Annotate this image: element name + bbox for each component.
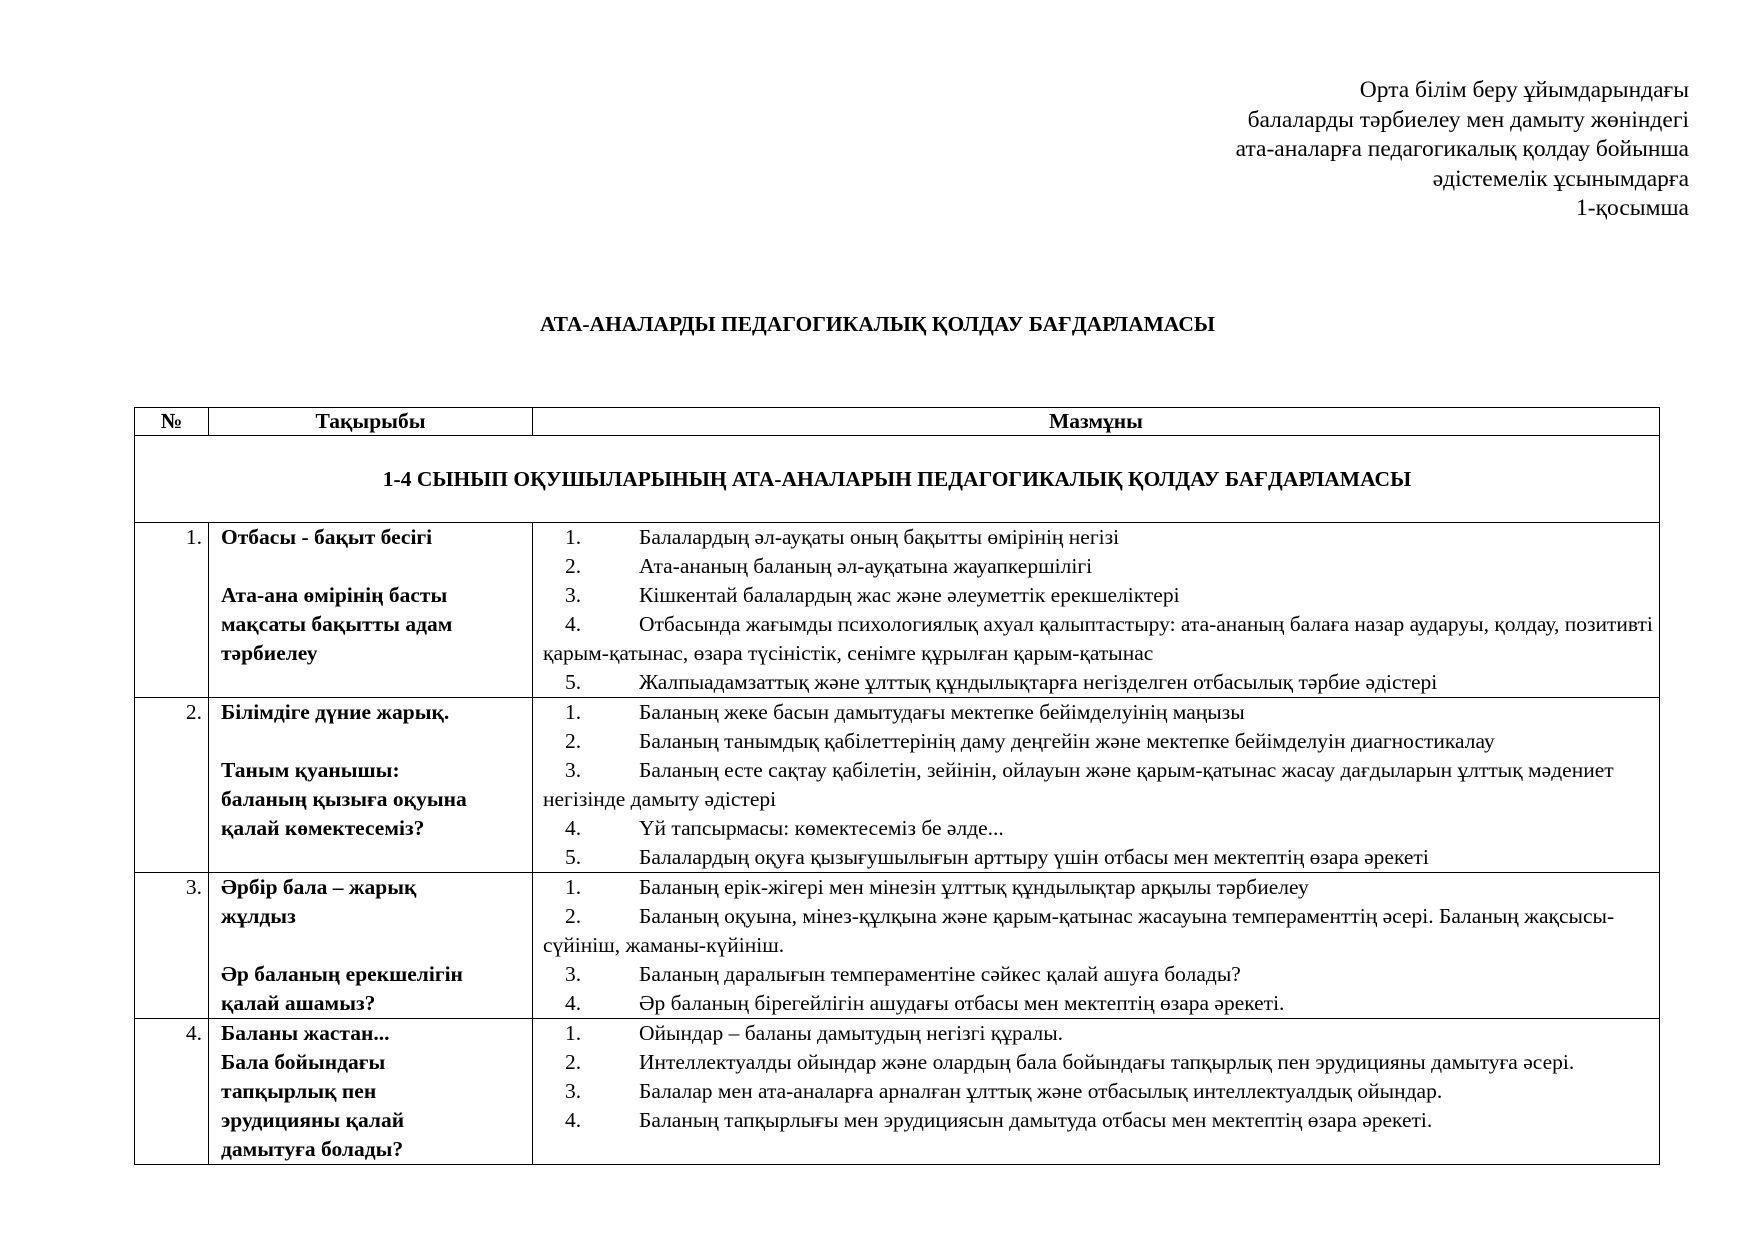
list-item: 1. Баланың жеке басын дамытудағы мектепке бейімделуінің маңызы — [565, 700, 1245, 724]
list-item: 1. Баланың ерік-жігері мен мінезін ұлттық құндылықтар арқылы тәрбиелеу — [565, 875, 1309, 899]
row-topic — [209, 1019, 533, 1165]
table-row — [135, 698, 1660, 873]
section-title: 1-4 СЫНЫП ОҚУШЫЛАРЫНЫҢ АТА-АНАЛАРЫН ПЕДАГОГИКАЛЫҚ ҚОЛДАУ БАҒДАРЛАМАСЫ — [135, 436, 1660, 523]
list-item: 2. Ата-ананың баланың әл-ауқатына жауапкершілігі — [565, 554, 1093, 578]
table-row — [135, 1019, 1660, 1165]
row-topic — [209, 873, 533, 1019]
list-item: 3. Кішкентай балалардың жас және әлеуметтік ерекшеліктері — [565, 583, 1180, 607]
list-item: 4. Әр баланың бірегейлігін ашудағы отбасы мен мектептің өзара әрекеті. — [565, 991, 1285, 1015]
topic-line: Бала бойындағы — [221, 1050, 386, 1074]
row-content — [533, 1019, 1660, 1165]
list-item: 2. Баланың оқуына, мінез-құлқына және қарым-қатынас жасауына темпераменттің әсері. Баланың жақсысы-сүйініш, жаманы-күйініш. — [543, 904, 1615, 957]
header-row — [135, 408, 1660, 436]
row-topic — [209, 523, 533, 698]
topic-subtitle-line: мақсаты бақытты адам — [221, 612, 453, 636]
table-row — [135, 873, 1660, 1019]
annex-reference — [1236, 76, 1689, 224]
row-number: 1. — [135, 523, 209, 698]
list-item: 3. Баланың даралығын темпераментіне сәйкес қалай ашуға болады? — [565, 962, 1241, 986]
topic-subtitle-line: Таным қуанышы: — [221, 758, 400, 782]
list-item: 4. Отбасында жағымды психологиялық ахуал қалыптастыру: ата-ананың балаға назар аударуы, қолдау, позитивті қарым-қатынас, өзара түсіністік, сенімге құрылған қарым-қатынас — [543, 612, 1653, 665]
topic-title-line: Әрбір бала – жарық — [221, 875, 417, 899]
header-content: Мазмұны — [533, 408, 1660, 436]
topic-title-line: жұлдыз — [221, 904, 296, 928]
topic-line: тапқырлық пен — [221, 1079, 377, 1103]
list-item: 4. Үй тапсырмасы: көмектесеміз бе әлде... — [565, 816, 1004, 840]
topic-subtitle-line: Әр баланың ерекшелігін — [221, 962, 463, 986]
row-number: 4. — [135, 1019, 209, 1165]
table-row — [135, 523, 1660, 698]
list-item: 1. Ойындар – баланы дамытудың негізгі құралы. — [565, 1021, 1064, 1045]
topic-subtitle-line: қалай көмектесеміз? — [221, 816, 425, 840]
topic-subtitle-line: Ата-ана өмірінің басты — [221, 583, 448, 607]
topic-subtitle-line: тәрбиелеу — [221, 641, 318, 665]
topic-line: Баланы жастан... — [221, 1021, 390, 1045]
annex-line: балаларды тәрбиелеу мен дамыту жөніндегі — [1247, 106, 1689, 133]
row-number: 2. — [135, 698, 209, 873]
row-content — [533, 873, 1660, 1019]
list-item: 5. Балалардың оқуға қызығушылығын арттыру үшін отбасы мен мектептің өзара әрекеті — [565, 845, 1429, 869]
row-number: 3. — [135, 873, 209, 1019]
row-content — [533, 523, 1660, 698]
list-item: 5. Жалпыадамзаттық және ұлттық құндылықтарға негізделген отбасылық тәрбие әдістері — [565, 670, 1438, 694]
annex-line: әдістемелік ұсынымдарға — [1432, 165, 1689, 192]
header-topic: Тақырыбы — [209, 408, 533, 436]
annex-number: 1-қосымша — [1576, 195, 1689, 221]
row-topic — [209, 698, 533, 873]
list-item: 2. Баланың танымдық қабілеттерінің даму деңгейін және мектепке бейімделуін диагностикалау — [565, 729, 1495, 753]
topic-line: дамытуға болады? — [221, 1137, 404, 1161]
list-item: 4. Баланың тапқырлығы мен эрудициясын дамытуда отбасы мен мектептің өзара әрекеті. — [565, 1108, 1433, 1132]
list-item: 3. Баланың есте сақтау қабілетін, зейінін, ойлауын және қарым-қатынас жасау дағдыларын ұлттық мәдениет негізінде дамыту әдістері — [543, 758, 1614, 811]
annex-line: Орта білім беру ұйымдарындағы — [1359, 77, 1689, 103]
topic-subtitle-line: қалай ашамыз? — [221, 991, 376, 1015]
row-content — [533, 698, 1660, 873]
topic-line: эрудицияны қалай — [221, 1108, 405, 1132]
list-item: 3. Балалар мен ата-аналарға арналған ұлттық және отбасылық интеллектуалдық ойындар. — [565, 1079, 1443, 1103]
document-title: АТА-АНАЛАРДЫ ПЕДАГОГИКАЛЫҚ ҚОЛДАУ БАҒДАРЛАМАСЫ — [539, 312, 1216, 336]
list-item: 1. Балалардың әл-ауқаты оның бақытты өмірінің негізі — [565, 525, 1120, 549]
header-number: № — [135, 408, 209, 436]
program-table — [134, 407, 1660, 1165]
topic-subtitle-line: баланың қызыға оқуына — [221, 787, 467, 811]
section-row — [135, 436, 1660, 523]
annex-line: ата-аналарға педагогикалық қолдау бойынша — [1235, 136, 1689, 162]
topic-title: Отбасы - бақыт бесігі — [221, 525, 433, 549]
list-item: 2. Интеллектуалды ойындар және олардың бала бойындағы тапқырлық пен эрудицияны дамытуға әсері. — [565, 1050, 1575, 1074]
topic-title: Білімдіге дүние жарық. — [221, 700, 450, 724]
